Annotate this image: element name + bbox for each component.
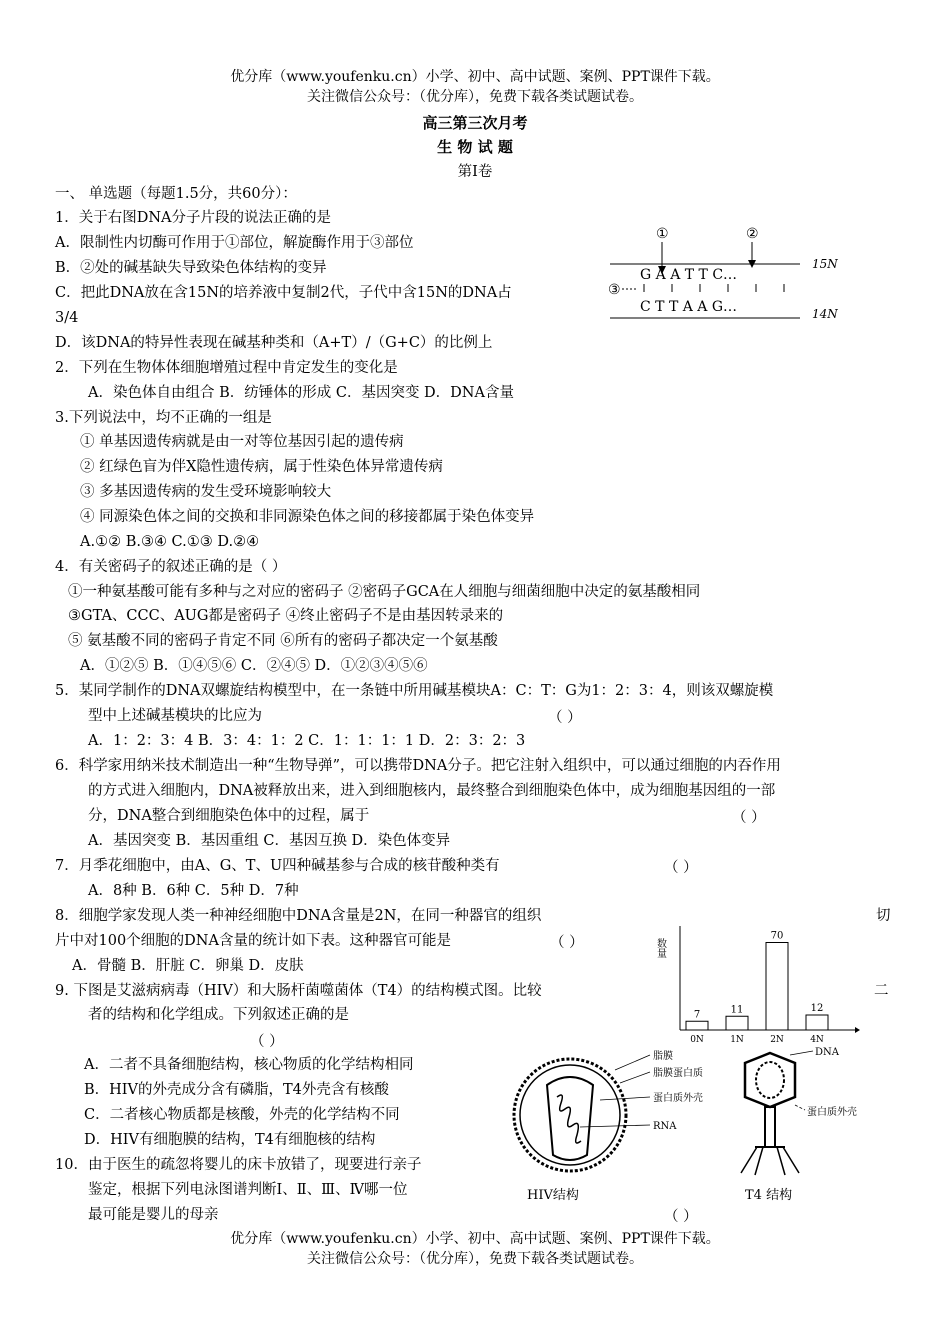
exam-subject: 生 物 试 题: [437, 138, 513, 156]
q3-stem: 3.下列说法中，均不正确的一组是: [55, 410, 272, 426]
q7-options: A．8种 B．6种 C．5种 D．7种: [88, 883, 299, 899]
q3-statement-2: ② 红绿色盲为伴X隐性遗传病，属于性染色体异常遗传病: [80, 459, 443, 475]
q10-stem-3: 最可能是婴儿的母亲: [88, 1207, 219, 1223]
marker-2: ②: [746, 226, 759, 242]
q8-stem: 8．细胞学家发现人类一种神经细胞中DNA含量是2N，在同一种器官的组织: [55, 908, 542, 924]
hiv-label-line-2: [620, 1072, 650, 1083]
q4-statement-2: ③GTA、CCC、AUG都是密码子 ④终止密码子不是由基因转录来的: [68, 608, 504, 624]
q10-answer-paren: （ ）: [664, 1209, 698, 1225]
q9-option-c: C．二者核心物质都是核酸，外壳的化学结构不同: [84, 1107, 400, 1123]
q8-answer-paren: （ ）: [550, 935, 584, 951]
q3-statement-1: ① 单基因遗传病就是由一对等位基因引起的遗传病: [80, 434, 404, 450]
virus-structure-figure: [505, 1045, 880, 1205]
q5-options: A．1：2：3：4 B．3：4：1：2 C．1：1：1：1 D．2：3：2：3: [88, 733, 526, 749]
marker-3: ③: [608, 282, 621, 298]
hiv-label-membrane-protein: 脂膜蛋白质: [653, 1068, 703, 1079]
t4-structure: [741, 1047, 857, 1203]
t4-tail-fiber-4: [783, 1147, 799, 1173]
t4-label-line-coat: [795, 1105, 805, 1110]
chart-category-label-4N: 4N: [810, 1035, 824, 1045]
top-strand-bases: G A A T T C…: [640, 267, 738, 283]
chart-value-label-0N: 7: [693, 1009, 701, 1021]
chart-ylabel: 数量: [654, 938, 666, 958]
q1-option-c: C．把此DNA放在含15N的培养液中复制2代，子代中含15N的DNA占: [55, 285, 512, 301]
q1-option-a: A．限制性内切酶可作用于①部位，解旋酶作用于③部位: [55, 235, 414, 251]
q3-statement-4: ④ 同源染色体之间的交换和非同源染色体之间的移接都属于染色体变异: [80, 509, 535, 525]
q4-statement-1: ①一种氨基酸可能有多种与之对应的密码子 ②密码子GCA在人细胞与细菌细胞中决定的氨基酸相同: [68, 584, 701, 600]
q10-stem: 10．由于医生的疏忽将婴儿的床卡放错了，现要进行亲子: [55, 1157, 422, 1173]
q8-stem-end: 切: [876, 908, 891, 924]
q4-statement-3: ⑤ 氨基酸不同的密码子肯定不同 ⑥所有的密码子都决定一个氨基酸: [68, 633, 498, 649]
dna-content-chart: [650, 918, 860, 1048]
t4-tail-fiber-3: [777, 1147, 785, 1175]
t4-tail-fiber-2: [755, 1147, 763, 1175]
chart-x-axis-arrow: [855, 1027, 860, 1033]
q4-stem: 4．有关密码子的叙述正确的是（ ）: [55, 559, 287, 575]
hiv-label-protein-coat: 蛋白质外壳: [653, 1093, 703, 1104]
q2-options: A．染色体自由组合 B．纺锤体的形成 C．基因突变 D．DNA含量: [88, 385, 514, 401]
q10-stem-2: 鉴定，根据下列电泳图谱判断Ⅰ、Ⅱ、Ⅲ、Ⅳ哪一位: [88, 1182, 408, 1198]
hiv-caption: HIV结构: [527, 1188, 579, 1203]
q2-stem: 2．下列在生物体体细胞增殖过程中肯定发生的变化是: [55, 360, 398, 376]
hiv-label-rna: RNA: [653, 1121, 677, 1132]
hiv-label-line-1: [615, 1055, 650, 1070]
chart-bar-0N: [686, 1021, 708, 1030]
exam-volume: 第Ⅰ卷: [457, 164, 493, 180]
q9-option-b: B．HIV的外壳成分含有磷脂，T4外壳含有核酸: [84, 1082, 389, 1098]
q3-options: A.①② B.③④ C.①③ D.②④: [80, 534, 260, 550]
chart-value-label-4N: 12: [810, 1003, 824, 1014]
q7-stem: 7．月季花细胞中，由A、G、T、U四种碱基参与合成的核苷酸种类有: [55, 858, 500, 874]
bottom-strand-label: 14N: [812, 307, 838, 321]
q4-options: A．①②⑤ B．①④⑤⑥ C．②④⑤ D．①②③④⑤⑥: [80, 658, 428, 674]
dna-fragment-figure: [600, 220, 850, 330]
q8-stem-2: 片中对100个细胞的DNA含量的统计如下表。这种器官可能是: [55, 933, 451, 949]
site-footer-line1: 优分库（www.youfenku.cn）小学、初中、高中试题、案例、PPT课件下载。: [230, 1231, 720, 1247]
q9-answer-paren: （ ）: [250, 1034, 284, 1050]
bottom-strand-bases: C T T A A G…: [640, 299, 738, 315]
chart-category-label-1N: 1N: [730, 1035, 744, 1045]
t4-tail-fiber-1: [741, 1147, 757, 1173]
section-heading: 一、 单选题（每题1.5分，共60分）：: [55, 186, 297, 202]
site-header-line2: 关注微信公众号：（优分库），免费下载各类试题试卷。: [307, 89, 643, 105]
q6-answer-paren: （ ）: [732, 810, 766, 826]
q5-stem-2: 型中上述碱基模块的比应为: [88, 708, 262, 724]
t4-dna: [756, 1062, 784, 1098]
site-footer-line2: 关注微信公众号：（优分库），免费下载各类试题试卷。: [307, 1251, 643, 1267]
t4-label-dna: DNA: [815, 1047, 839, 1058]
q9-option-a: A．二者不具备细胞结构，核心物质的化学结构相同: [84, 1057, 414, 1073]
q1-option-d: D．该DNA的特异性表现在碱基种类和（A+T）/（G+C）的比例上: [55, 335, 493, 351]
exam-title: 高三第三次月考: [422, 114, 528, 132]
q6-options: A．基因突变 B．基因重组 C．基因互换 D．染色体变异: [88, 833, 451, 849]
chart-category-label-2N: 2N: [770, 1035, 784, 1045]
hiv-rna-strand: [557, 1095, 581, 1143]
q6-stem-2: 的方式进入细胞内，DNA被释放出来，进入到细胞核内，最终整合到细胞染色体中，成为细胞基因组的一部: [88, 783, 776, 799]
top-strand-label: 15N: [812, 257, 838, 271]
q3-statement-3: ③ 多基因遗传病的发生受环境影响较大: [80, 484, 332, 500]
q9-stem: 9. 下图是艾滋病病毒（HIV）和大肠杆菌噬菌体（T4）的结构模式图。比较: [55, 983, 542, 999]
t4-label-line-dna: [790, 1051, 813, 1055]
marker-1: ①: [656, 226, 669, 242]
q5-answer-paren: （ ）: [548, 710, 582, 726]
q9-option-d: D．HIV有细胞膜的结构，T4有细胞核的结构: [84, 1132, 376, 1148]
site-header-line1: 优分库（www.youfenku.cn）小学、初中、高中试题、案例、PPT课件下载。: [230, 69, 720, 85]
hiv-structure: [514, 1049, 703, 1203]
hiv-label-lipid-membrane: 脂膜: [653, 1051, 673, 1062]
chart-category-label-0N: 0N: [690, 1035, 704, 1045]
q5-stem: 5．某同学制作的DNA双螺旋结构模型中，在一条链中所用碱基模块A：C：T：G为1：2：3：4，则该双螺旋模: [55, 683, 774, 699]
q1-stem: 1．关于右图DNA分子片段的说法正确的是: [55, 210, 332, 226]
q6-stem: 6．科学家用纳米技术制造出一种“生物导弹”，可以携带DNA分子。把它注射入组织中，可以通过细胞的内吞作用: [55, 758, 781, 774]
q1-option-b: B．②处的碱基缺失导致染色体结构的变异: [55, 260, 327, 276]
t4-caption: T4 结构: [745, 1188, 793, 1203]
chart-bar-4N: [806, 1015, 828, 1030]
chart-bar-1N: [726, 1016, 748, 1030]
q8-options: A．骨髓 B．肝脏 C．卵巢 D．皮肤: [72, 958, 304, 974]
q6-stem-3: 分，DNA整合到细胞染色体中的过程，属于: [88, 808, 370, 824]
t4-tail: [765, 1107, 775, 1147]
q1-option-c-cont: 3/4: [55, 310, 79, 326]
chart-value-label-1N: 11: [730, 1004, 744, 1016]
t4-label-protein-coat: 蛋白质外壳: [807, 1107, 857, 1118]
q7-answer-paren: （ ）: [664, 860, 698, 876]
hiv-capsid: [547, 1077, 593, 1160]
chart-bar-2N: [766, 943, 788, 1031]
q9-stem-2: 者的结构和化学组成。下列叙述正确的是: [88, 1007, 349, 1023]
q9-stem-end: 二: [874, 983, 889, 999]
chart-value-label-2N: 70: [770, 930, 784, 942]
